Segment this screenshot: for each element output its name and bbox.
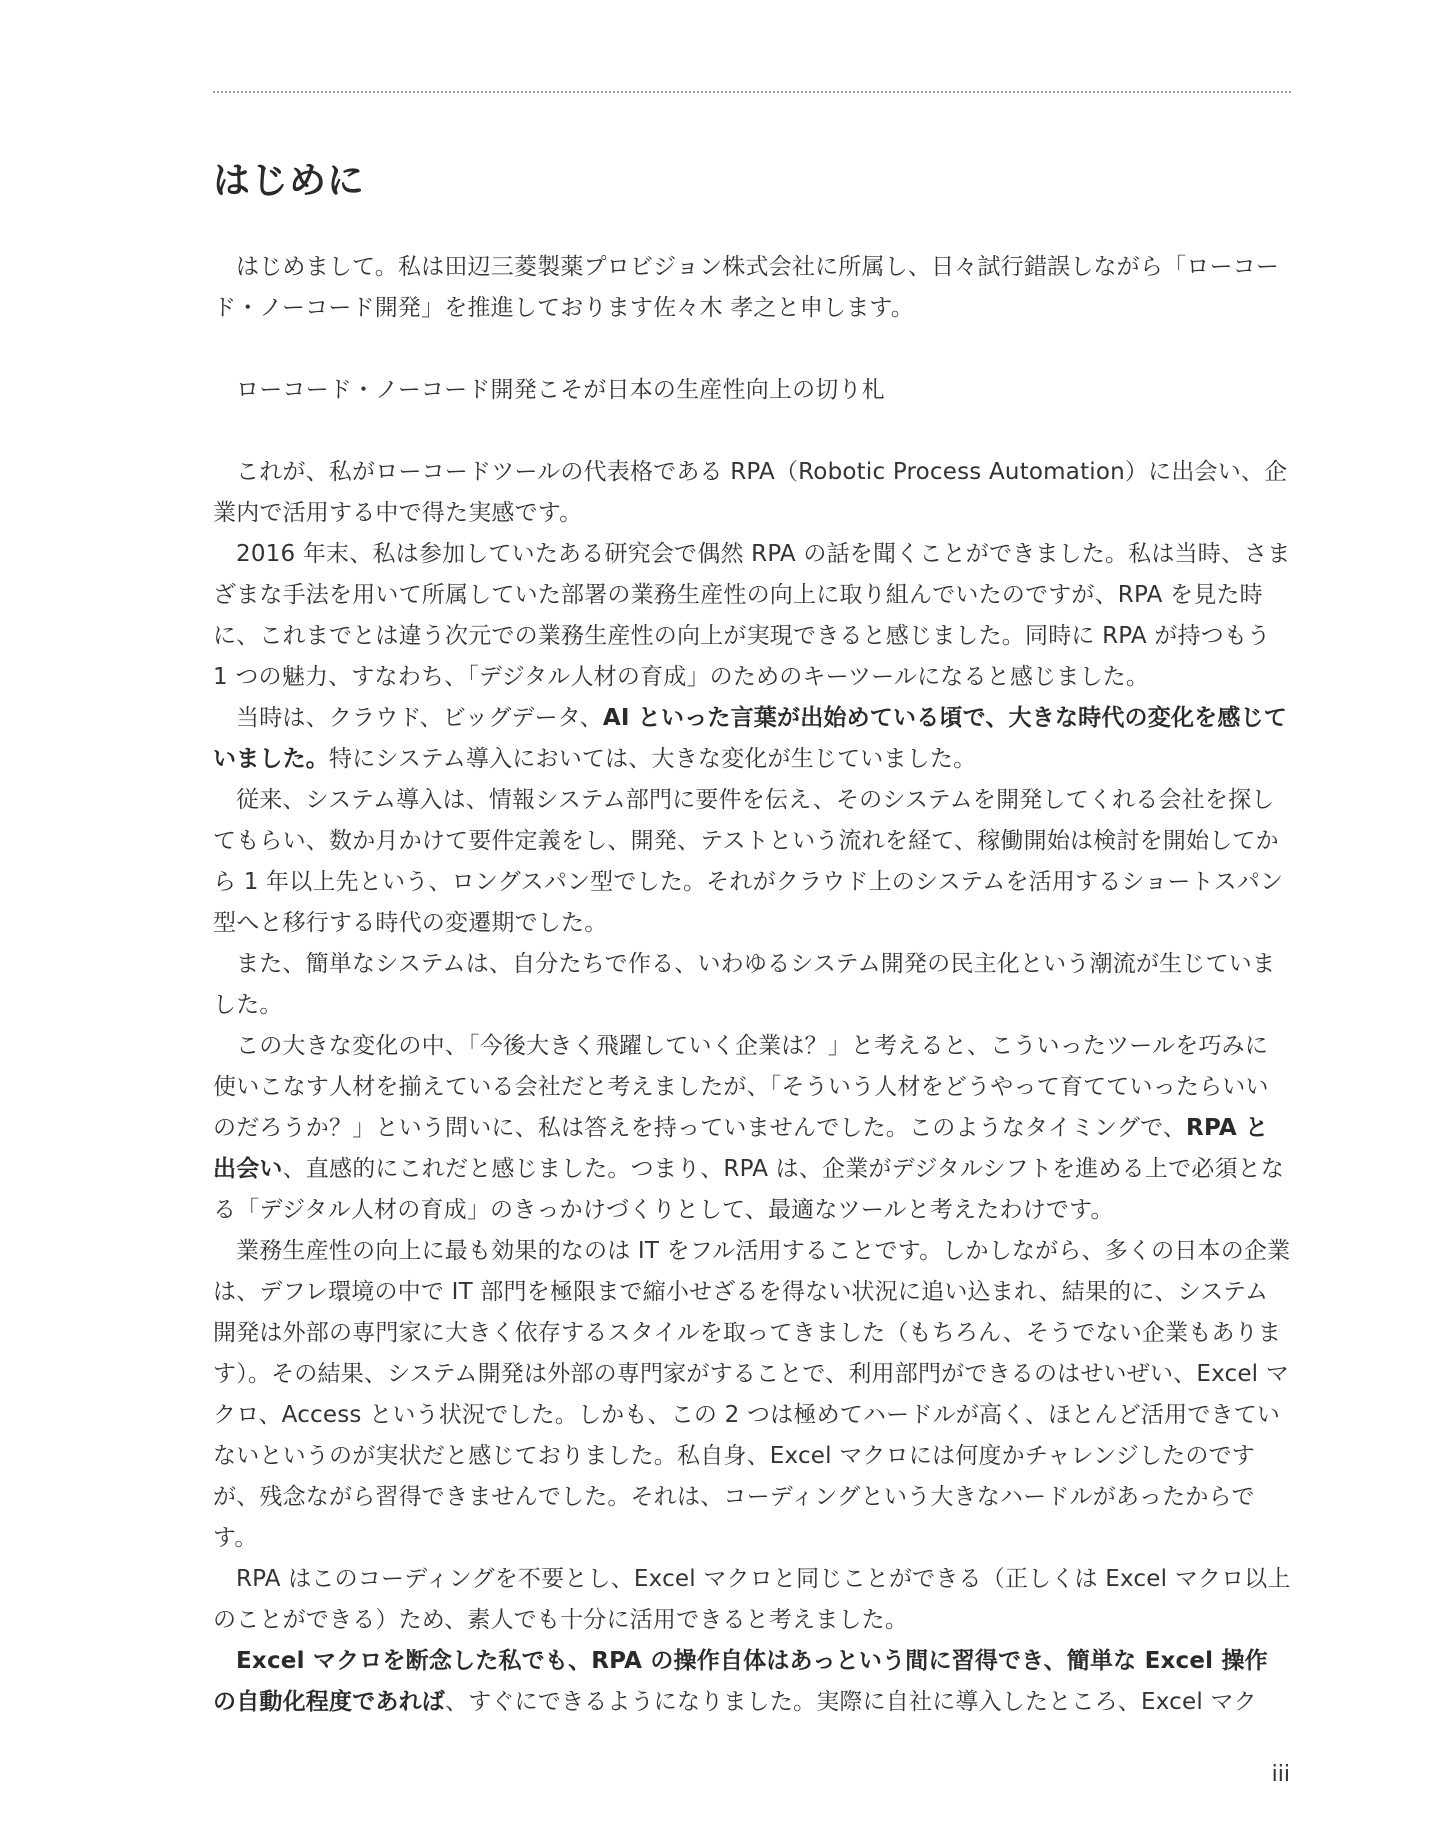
- paragraph-intro: はじめまして。私は田辺三菱製薬プロビジョン株式会社に所属し、日々試行錯誤しながら「ローコード・ノーコード開発」を推進しております佐々木 孝之と申します。: [213, 254, 1280, 321]
- page-number: iii: [1271, 1762, 1290, 1787]
- paragraph-2016: 2016 年末、私は参加していたある研究会で偶然 RPA の話を聞くことができました。私は当時、さまざまな手法を用いて所属していた部署の業務生産性の向上に取り組んでいたのですが、RPA を見た時に、これまでとは違う次元での業務生産性の向上が実現できると感じました。同時に RPA が持つもう 1 つの魅力、すなわち、「デジタル人材の育成」のためのキーツールになると感じました。: [213, 541, 1291, 690]
- paragraph-excel-automation-bold: Excel マクロを断念した私でも、RPA の操作自体はあっという間に習得でき、簡単な Excel 操作の自動化程度であれば: [213, 1648, 1268, 1715]
- paragraph-digital-talent-bold: RPA と出会い: [213, 1115, 1269, 1182]
- paragraph-digital-talent-end: 、直感的にこれだと感じました。つまり、RPA は、企業がデジタルシフトを進める上で必須となる「デジタル人材の育成」のきっかけづくりとして、最適なツールと考えたわけです。: [213, 1156, 1285, 1223]
- paragraph-digital-talent: [213, 1026, 1291, 1231]
- paragraph-it-productivity: 業務生産性の向上に最も効果的なのは IT をフル活用することです。しかしながら、多くの日本の企業は、デフレ環境の中で IT 部門を極限まで縮小せざるを得ない状況に追い込まれ、結果的に、システム開発は外部の専門家に大きく依存するスタイルを取ってきました（もちろん、そうでない企業もあります）。その結果、システム開発は外部の専門家がすることで、利用部門ができるのはせいぜい、Excel マクロ、Access という状況でした。しかも、この 2 つは極めてハードルが高く、ほとんど活用できていないというのが実状だと感じておりました。私自身、Excel マクロには何度かチャレンジしたのですが、残念ながら習得できませんでした。それは、コーディングという大きなハードルがあったからです。: [213, 1238, 1291, 1551]
- paragraph-democratization: また、簡単なシステムは、自分たちで作る、いわゆるシステム開発の民主化という潮流が生じていました。: [213, 951, 1276, 1018]
- body-text: [213, 247, 1291, 1723]
- paragraph-era-change: [213, 698, 1291, 780]
- paragraph-era-change-start: 当時は、クラウド、ビッグデータ、: [236, 705, 603, 731]
- paragraph-no-coding: RPA はこのコーディングを不要とし、Excel マクロと同じことができる（正しくは Excel マクロ以上のことができる）ため、素人でも十分に活用できると考えました。: [213, 1566, 1291, 1633]
- section-heading: はじめに: [213, 159, 365, 202]
- paragraph-excel-automation-end: 、すぐにできるようになりました。実際に自社に導入したところ、Excel マク: [445, 1689, 1257, 1715]
- paragraph-digital-talent-start: この大きな変化の中、「今後大きく飛躍していく企業は？」と考えると、こういったツールを巧みに使いこなす人材を揃えている会社だと考えましたが、「そういう人材をどうやって育てていったらいいのだろうか？」という問いに、私は答えを持っていませんでした。このようなタイミングで、: [213, 1033, 1269, 1141]
- paragraph-excel-automation: [213, 1641, 1291, 1723]
- paragraph-era-change-end: 特にシステム導入においては、大きな変化が生じていました。: [329, 746, 977, 772]
- paragraph-rpa-encounter: これが、私がローコードツールの代表格である RPA（Robotic Process Automation）に出会い、企業内で活用する中で得た実感です。: [213, 459, 1288, 526]
- paragraph-thesis: ローコード・ノーコード開発こそが日本の生産性向上の切り札: [236, 377, 885, 403]
- paragraph-system-intro: 従来、システム導入は、情報システム部門に要件を伝え、そのシステムを開発してくれる会社を探してもらい、数か月かけて要件定義をし、開発、テストという流れを経て、稼働開始は検討を開始してから 1 年以上先という、ロングスパン型でした。それがクラウド上のシステムを活用するショートスパン型へと移行する時代の変遷期でした。: [213, 787, 1284, 936]
- paragraph-era-change-bold: AI といった言葉が出始めている頃で、大きな時代の変化を感じていました。: [213, 705, 1287, 772]
- header-dotted-rule: [213, 91, 1291, 93]
